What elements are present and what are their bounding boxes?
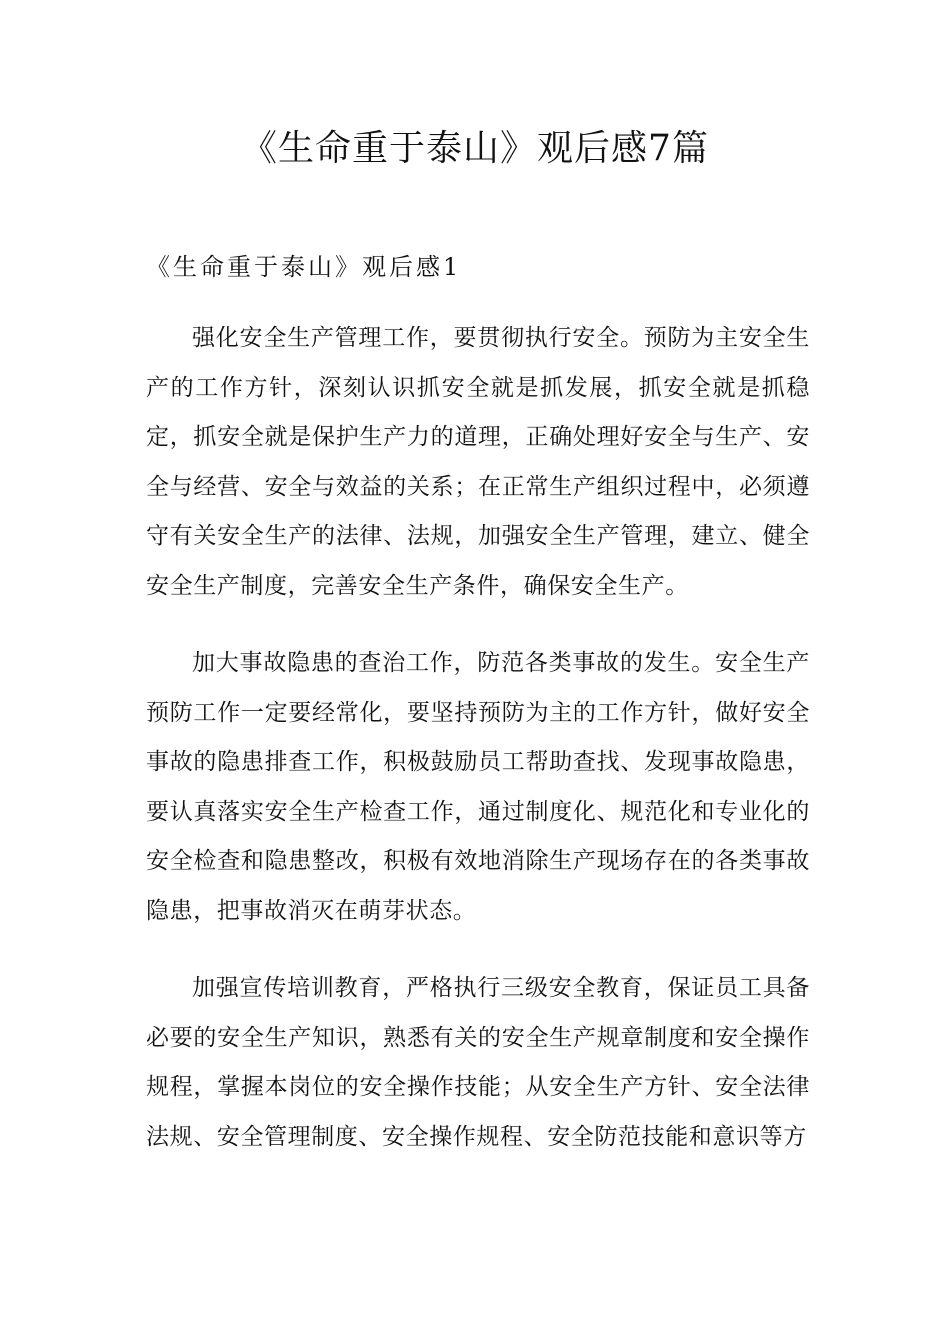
paragraph-3: 加强宣传培训教育，严格执行三级安全教育，保证员工具备必要的安全生产知识，熟悉有关的安全生产规章制度和安全操作规程，掌握本岗位的安全操作技能；从安全生产方针、安全法律法规、安全管理制度、安全操作规程、安全防范技能和意识等方 (146, 975, 810, 1150)
document-body (146, 314, 810, 1190)
paragraph-1: 强化安全生产管理工作，要贯彻执行安全。预防为主安全生产的工作方针，深刻认识抓安全就是抓发展，抓安全就是抓稳定，抓安全就是保护生产力的道理，正确处理好安全与生产、安全与经营、安全与效益的关系；在正常生产组织过程中，必须遵守有关安全生产的法律、法规，加强安全生产管理，建立、健全安全生产制度，完善安全生产条件，确保安全生产。 (146, 325, 810, 599)
section-heading: 《生命重于泰山》观后感1 (146, 253, 462, 281)
paragraph-2: 加大事故隐患的查治工作，防范各类事故的发生。安全生产预防工作一定要经常化，要坚持预防为主的工作方针，做好安全事故的隐患排查工作，积极鼓励员工帮助查找、发现事故隐患，要认真落实安全生产检查工作，通过制度化、规范化和专业化的安全检查和隐患整改，积极有效地消除生产现场存在的各类事故隐患，把事故消灭在萌芽状态。 (146, 650, 810, 924)
document-title: 《生命重于泰山》观后感7篇 (241, 128, 709, 169)
